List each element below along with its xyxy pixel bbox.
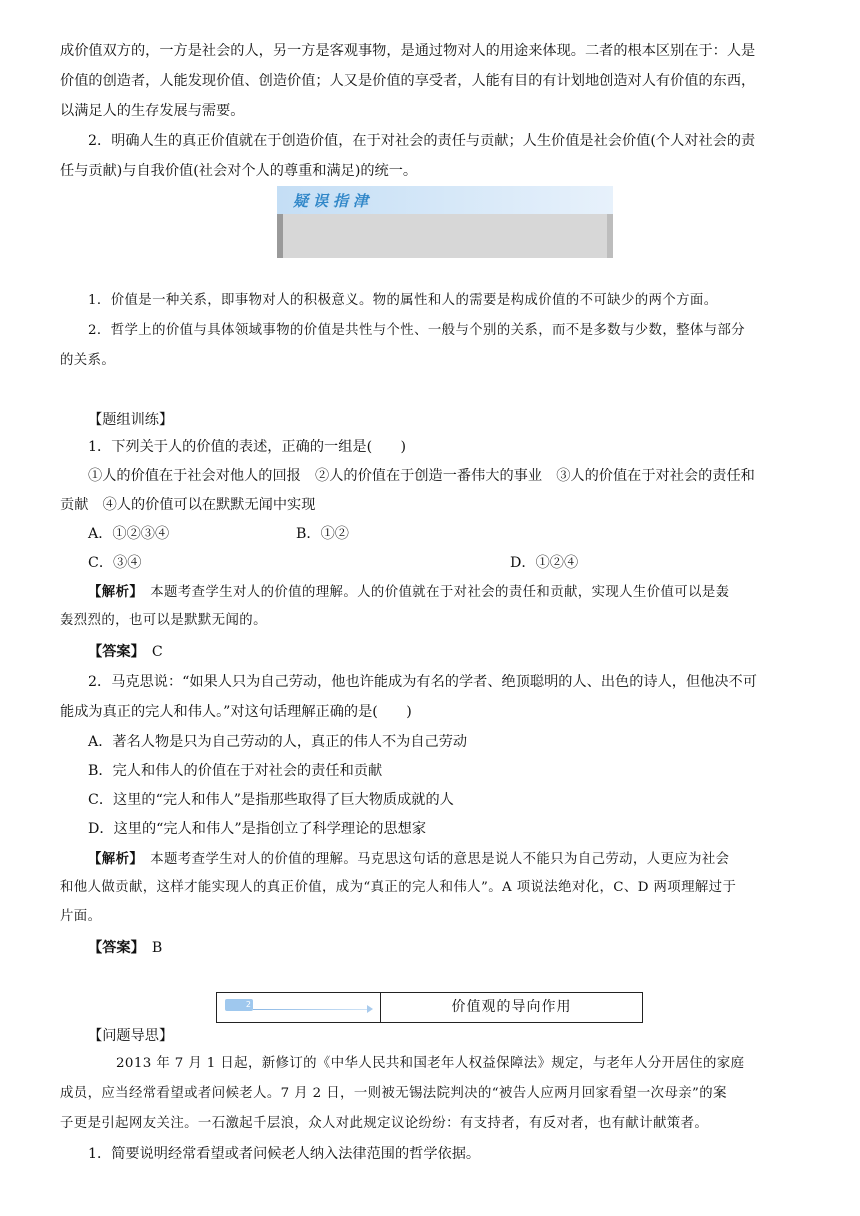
- analysis-text: 本题考查学生对人的价值的理解。马克思这句话的意思是说人不能只为自己劳动，人更应为社会: [150, 852, 730, 867]
- q1-analysis-cont: 轰烈烈的，也可以是默默无闻的。: [60, 613, 267, 628]
- intro-line: 成价值双方的，一方是社会的人，另一方是客观事物，是通过物对人的用途来体现。二者的根本区别在于：人是: [60, 43, 756, 59]
- q1-options: ①人的价值在于社会对他人的回报 ②人的价值在于创造一番伟大的事业 ③人的价值在于对社会的责任和: [88, 468, 755, 484]
- answer-tag: 【答案】: [88, 644, 138, 660]
- q1-answer: [88, 637, 488, 667]
- q2-analysis: [88, 844, 810, 875]
- q2-stem: 能成为真正的完人和伟人。”对这句话理解正确的是( ): [60, 704, 412, 720]
- intro-line: 任与贡献)与自我价值(社会对个人的尊重和满足)的统一。: [60, 163, 418, 179]
- q1-analysis: [88, 577, 810, 608]
- section-title: 价值观的导向作用: [451, 999, 572, 1015]
- q2-analysis-cont: 片面。: [60, 909, 102, 924]
- answer-value: C: [151, 644, 163, 660]
- arrow-right-icon: [367, 1005, 373, 1013]
- intro-line: 价值的创造者，人能发现价值、创造价值；人又是价值的享受者，人能有目的有计划地创造对人有价值的东西，: [60, 73, 756, 89]
- analysis-text: 本题考查学生对人的价值的理解。人的价值就在于对社会的责任和贡献，实现人生价值可以是轰: [150, 585, 730, 600]
- q1-choice-c: C．③④: [88, 555, 142, 571]
- yiwu-box-header: [277, 186, 613, 215]
- yiwu-item: 1．价值是一种关系，即事物对人的积极意义。物的属性和人的需要是构成价值的不可缺少的两个方面。: [88, 293, 718, 308]
- q1-choice-a: A．①②③④: [88, 526, 170, 542]
- analysis-tag: 【解析】: [88, 851, 137, 867]
- training-heading: 【题组训练】: [88, 412, 174, 428]
- section-number-cell: [217, 993, 381, 1022]
- q2-choice-a: A．著名人物是只为自己劳动的人，真正的伟人不为自己劳动: [88, 734, 468, 750]
- q1-choice-b: B．①②: [296, 526, 349, 542]
- section-number: 2: [225, 999, 253, 1011]
- guide-text: 2013 年 7 月 1 日起，新修订的《中华人民共和国老年人权益保障法》规定，与老年人分开居住的家庭: [116, 1056, 745, 1071]
- q2-choice-b: B．完人和伟人的价值在于对社会的责任和贡献: [88, 763, 383, 779]
- q1-options: 贡献 ④人的价值可以在默默无闻中实现: [60, 497, 316, 513]
- answer-tag: 【答案】: [88, 940, 138, 956]
- yiwu-box: [277, 186, 613, 258]
- q1-stem: 1．下列关于人的价值的表述，正确的一组是( ): [88, 439, 407, 455]
- section-line-decor: [253, 1009, 368, 1010]
- guide-text: 子更是引起网友关注。一石激起千层浪，众人对此规定议论纷纷：有支持者，有反对者，也有献计献策者。: [60, 1116, 709, 1131]
- answer-value: B: [151, 940, 163, 956]
- q2-analysis-cont: 和他人做贡献，这样才能实现人的真正价值，成为“真正的完人和伟人”。A 项说法绝对化，C、D 两项理解过于: [60, 880, 737, 895]
- analysis-tag: 【解析】: [88, 584, 137, 600]
- q2-choice-d: D．这里的“完人和伟人”是指创立了科学理论的思想家: [88, 821, 427, 837]
- q2-stem: 2．马克思说：“如果人只为自己劳动，他也许能成为有名的学者、绝顶聪明的人、出色的诗人，但他决不可: [88, 674, 757, 690]
- q1-choice-d: D．①②④: [510, 555, 579, 571]
- q2-choice-c: C．这里的“完人和伟人”是指那些取得了巨大物质成就的人: [88, 792, 454, 808]
- section-header-box: [216, 992, 643, 1023]
- yiwu-box-bar: [277, 214, 613, 258]
- guide-text: 成员，应当经常看望或者问候老人。7 月 2 日，一则被无锡法院判决的“被告人应两月回家看望一次母亲”的案: [60, 1086, 727, 1101]
- yiwu-item: 2．哲学上的价值与具体领域事物的价值是共性与个性、一般与个别的关系，而不是多数与少数，整体与部分: [88, 323, 746, 338]
- intro-line: 以满足人的生存发展与需要。: [60, 103, 245, 119]
- guide-question: 1．简要说明经常看望或者问候老人纳入法律范围的哲学依据。: [88, 1146, 481, 1162]
- q2-answer: [88, 933, 488, 963]
- guide-heading: 【问题导思】: [88, 1028, 174, 1044]
- yiwu-item: 的关系。: [60, 353, 116, 368]
- yiwu-box-title: 疑误指津: [293, 192, 374, 210]
- intro-line: 2．明确人生的真正价值就在于创造价值，在于对社会的责任与贡献；人生价值是社会价值(个人对社会的责: [88, 133, 756, 149]
